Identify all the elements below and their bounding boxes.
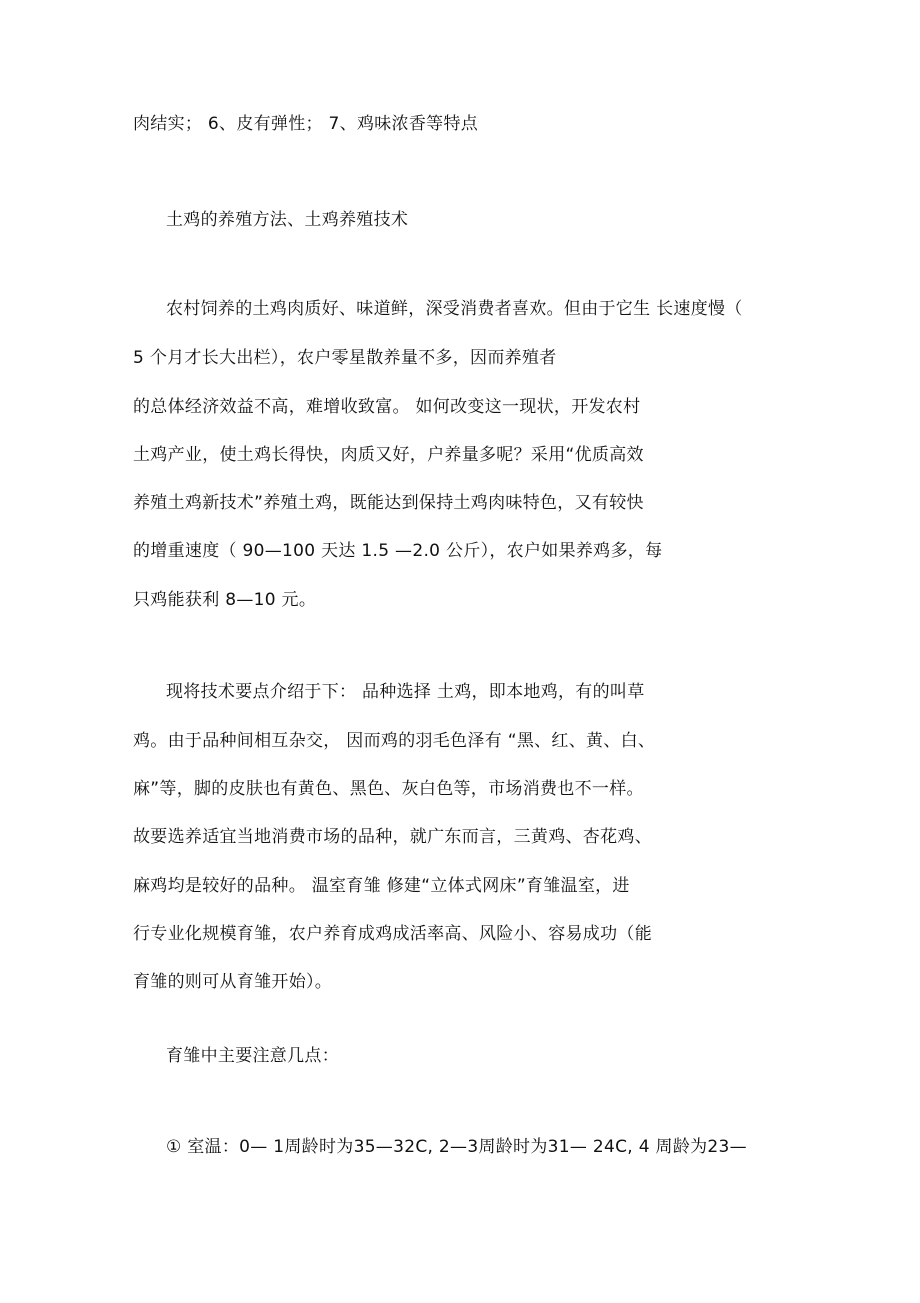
- paragraph1-line: 养殖土鸡新技术”养殖土鸡，既能达到保持土鸡肉味特色，又有较快: [133, 493, 644, 513]
- section-title: 土鸡的养殖方法、土鸡养殖技术: [166, 210, 409, 230]
- paragraph2-line: 鸡。由于品种间相互杂交， 因而鸡的羽毛色泽有 “黑、红、黄、白、: [133, 731, 656, 751]
- paragraph2-line: 故要选养适宜当地消费市场的品种，就广东而言，三黄鸡、杏花鸡、: [133, 827, 652, 847]
- intro-line: 肉结实； 6、皮有弹性； 7、鸡味浓香等特点: [133, 114, 479, 134]
- paragraph2-line: 麻”等，脚的皮肤也有黄色、黑色、灰白色等，市场消费也不一样。: [133, 779, 644, 799]
- paragraph1-line: 5 个月才长大出栏），农户零星散养量不多，因而养殖者: [133, 348, 557, 368]
- paragraph1-line: 只鸡能获利 8—10 元。: [133, 590, 317, 610]
- paragraph1-line: 农村饲养的土鸡肉质好、味道鲜，深受消费者喜欢。但由于它生 长速度慢（: [166, 299, 743, 319]
- paragraph2-line: 行专业化规模育雏，农户养育成鸡成活率高、风险小、容易成功（能: [133, 924, 652, 944]
- subheading: 育雏中主要注意几点：: [166, 1046, 339, 1066]
- paragraph2-line: 麻鸡均是较好的品种。 温室育雏 修建“立体式网床”育雏温室，进: [133, 876, 630, 896]
- paragraph1-line: 土鸡产业，使土鸡长得快，肉质又好，户养量多呢？采用“优质高效: [133, 445, 644, 465]
- paragraph1-line: 的总体经济效益不高，难增收致富。 如何改变这一现状，开发农村: [133, 397, 641, 417]
- paragraph2-line: 现将技术要点介绍于下： 品种选择 土鸡，即本地鸡，有的叫草: [166, 682, 645, 702]
- list-item: ① 室温：0— 1周龄时为35—32C, 2—3周龄时为31— 24C, 4 周龄为23—: [166, 1137, 747, 1157]
- paragraph2-line: 育雏的则可从育雏开始）。: [133, 972, 333, 992]
- paragraph1-line: 的增重速度（ 90—100 天达 1.5 —2.0 公斤），农户如果养鸡多，每: [133, 541, 663, 561]
